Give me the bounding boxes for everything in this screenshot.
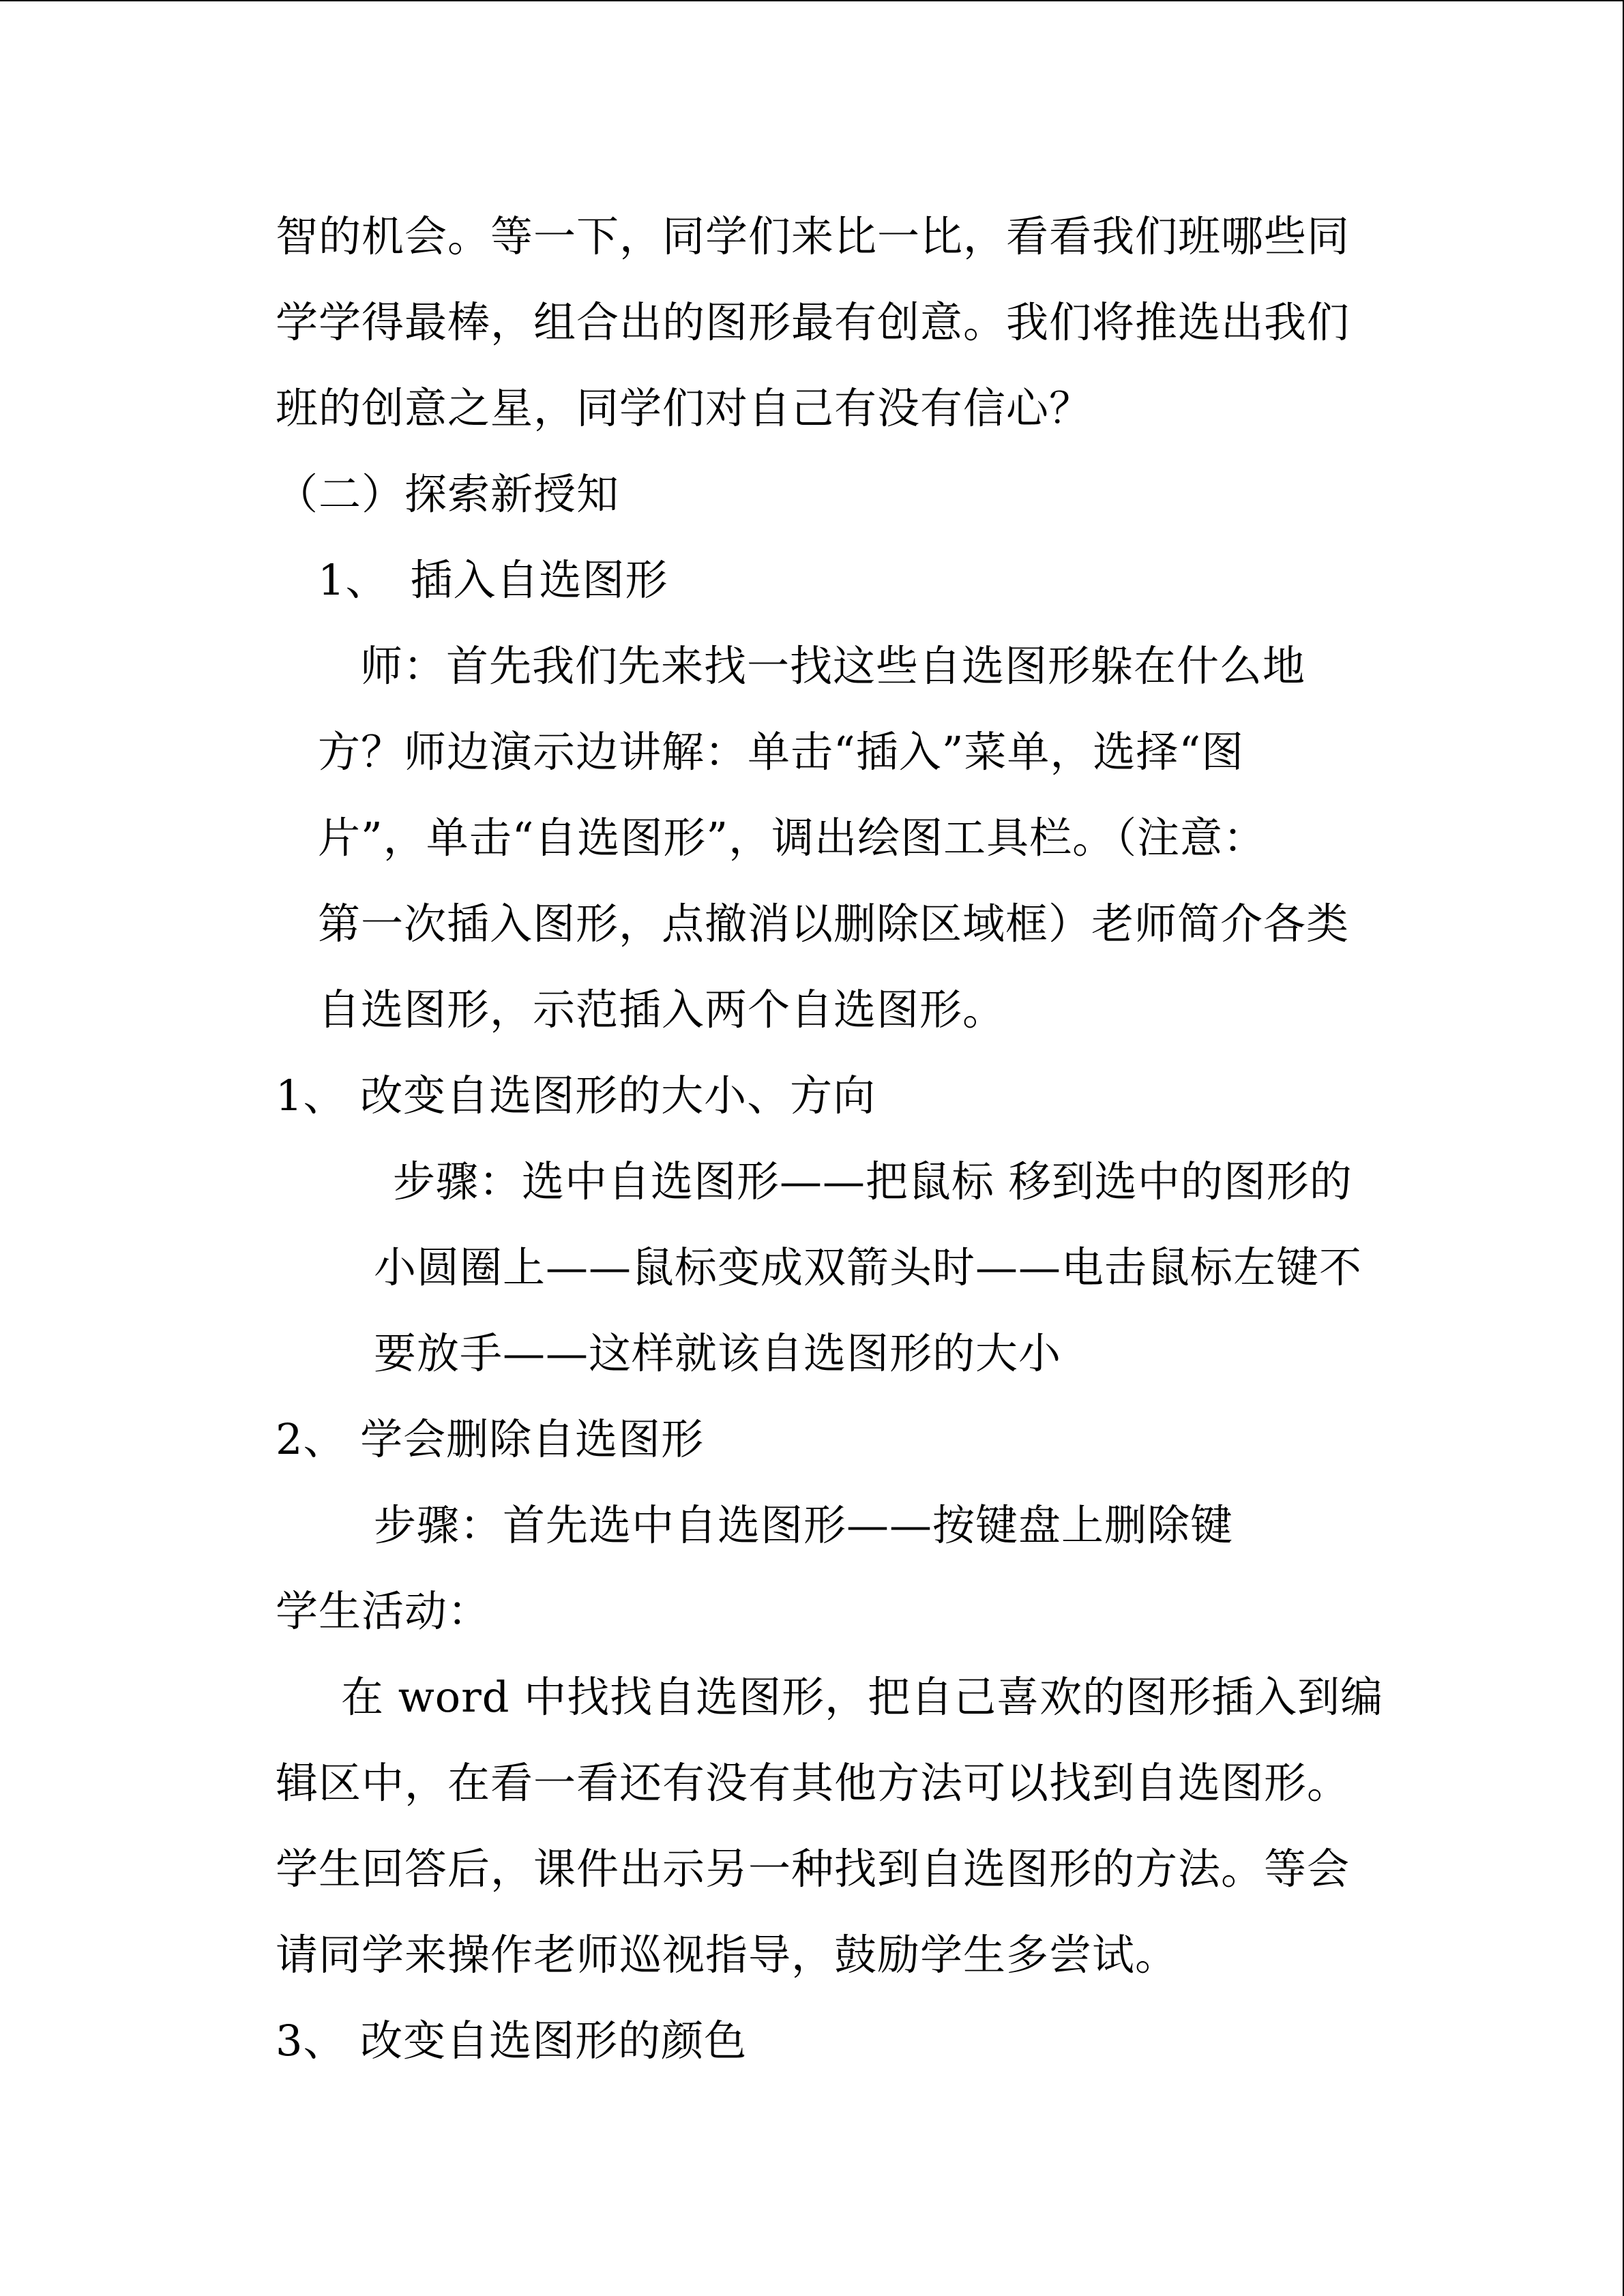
section-heading: （二）探索新授知	[276, 469, 620, 519]
paragraph-line: 第一次插入图形，点撤消以删除区域框）老师简介各类	[318, 899, 1350, 949]
paragraph-line: 学生活动：	[276, 1586, 491, 1636]
paragraph-line: 辑区中，在看一看还有没有其他方法可以找到自选图形。	[276, 1758, 1350, 1808]
page-top-border	[0, 0, 1624, 1]
paragraph-line: 班的创意之星，同学们对自己有没有信心？	[276, 383, 1093, 433]
paragraph-line: 小圆圈上——鼠标变成双箭头时——电击鼠标左键不	[374, 1242, 1363, 1292]
paragraph-line: 智的机会。等一下，同学们来比一比，看看我们班哪些同	[276, 211, 1350, 261]
subsection-heading: 1、 插入自选图形	[318, 555, 668, 605]
paragraph-line: 师：首先我们先来找一找这些自选图形躲在什么地	[360, 641, 1306, 691]
paragraph-line: 方？师边演示边讲解：单击“插入”菜单，选择“图	[318, 727, 1245, 777]
paragraph-line: 步骤：首先选中自选图形——按键盘上删除键	[374, 1500, 1234, 1550]
subsection-heading: 3、 改变自选图形的颜色	[276, 2016, 748, 2066]
paragraph-line: 请同学来操作老师巡视指导，鼓励学生多尝试。	[276, 1930, 1179, 1980]
paragraph-line: 步骤：选中自选图形——把鼠标 移到选中的图形的	[393, 1157, 1353, 1206]
subsection-heading: 1、 改变自选图形的大小、方向	[276, 1071, 876, 1120]
paragraph-line: 学学得最棒，组合出的图形最有创意。我们将推选出我们	[276, 297, 1350, 347]
paragraph-line: 片”，单击“自选图形”，调出绘图工具栏。（注意：	[318, 813, 1267, 863]
paragraph-line: 自选图形，示范插入两个自选图形。	[318, 985, 1006, 1034]
paragraph-line: 在 word 中找找自选图形，把自己喜欢的图形插入到编	[341, 1672, 1384, 1722]
paragraph-line: 要放手——这样就该自选图形的大小	[374, 1328, 1062, 1378]
subsection-heading: 2、 学会删除自选图形	[276, 1414, 705, 1464]
paragraph-line: 学生回答后，课件出示另一种找到自选图形的方法。等会	[276, 1844, 1350, 1894]
